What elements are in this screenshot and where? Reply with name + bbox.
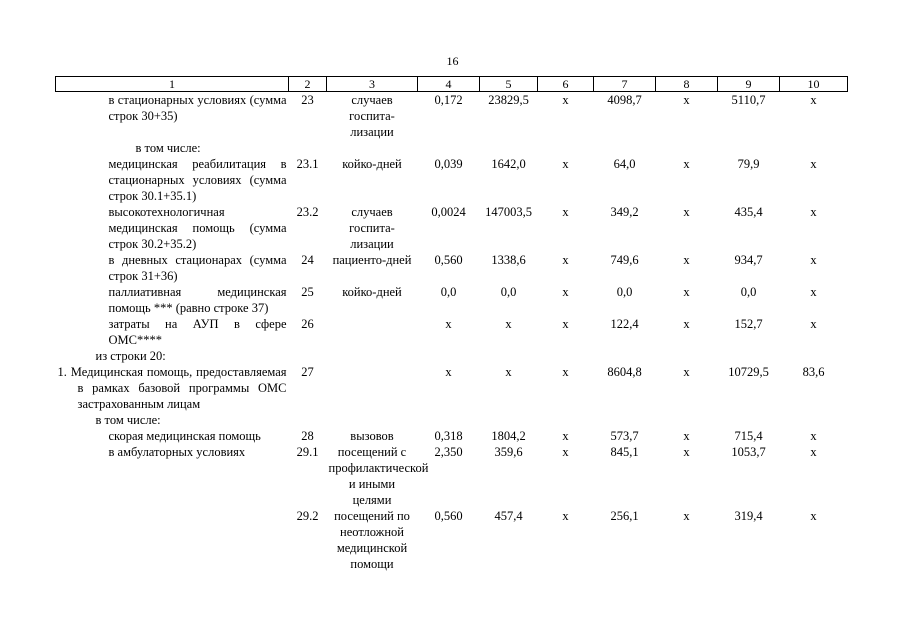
col8-value: х <box>683 317 690 331</box>
unit-of-measure: вызовов <box>350 429 394 443</box>
col10-value: х <box>810 509 817 523</box>
col8-value: х <box>683 285 690 299</box>
unit-of-measure: посещений по неотложной медицинской помощи <box>334 509 410 571</box>
col4-value: 0,172 <box>434 93 463 107</box>
col10-value <box>780 412 848 428</box>
row-description: в стационарных условиях (сумма строк 30+35) <box>108 93 287 123</box>
row-number: 29.1 <box>296 445 319 459</box>
col9-value: 10729,5 <box>728 365 769 379</box>
col10-value: х <box>810 93 817 107</box>
table-row <box>56 444 848 508</box>
col10-value: х <box>810 317 817 331</box>
col10-value: 83,6 <box>802 365 825 379</box>
col4-value: 0,0024 <box>431 205 466 219</box>
column-header: 4 <box>418 77 480 92</box>
col6-value <box>538 412 594 428</box>
col10-value: х <box>810 285 817 299</box>
row-number: 26 <box>301 317 314 331</box>
table-row <box>56 508 848 572</box>
col9-value <box>718 412 780 428</box>
col7-value: 749,6 <box>610 253 639 267</box>
column-header: 3 <box>327 77 418 92</box>
col5-value <box>480 140 538 156</box>
table-row <box>56 284 848 316</box>
row-number: 23.2 <box>296 205 319 219</box>
row-description <box>56 508 289 572</box>
col4-value: 0,560 <box>434 509 463 523</box>
row-number <box>289 412 327 428</box>
col5-value: 1338,6 <box>491 253 526 267</box>
col9-value: 5110,7 <box>731 93 766 107</box>
table-row <box>56 252 848 284</box>
col9-value: 319,4 <box>734 509 763 523</box>
table-row <box>56 348 848 364</box>
col4-value: х <box>445 365 452 379</box>
unit-of-measure <box>327 412 418 428</box>
col6-value: х <box>562 205 569 219</box>
col4-value <box>418 348 480 364</box>
col5-value <box>480 348 538 364</box>
column-header: 1 <box>56 77 289 92</box>
col8-value: х <box>683 365 690 379</box>
col10-value: х <box>810 445 817 459</box>
column-header: 5 <box>480 77 538 92</box>
col4-value <box>418 412 480 428</box>
row-number: 24 <box>301 253 314 267</box>
row-number <box>289 140 327 156</box>
col9-value: 79,9 <box>737 157 760 171</box>
col7-value <box>594 348 656 364</box>
col7-value <box>594 140 656 156</box>
table-row <box>56 316 848 348</box>
col6-value: х <box>562 317 569 331</box>
table-row <box>56 204 848 252</box>
unit-of-measure <box>327 140 418 156</box>
col7-value <box>594 412 656 428</box>
col6-value: х <box>562 509 569 523</box>
row-description: высокотехнологичная медицинская помощь (сумма строк 30.2+35.2) <box>108 205 287 251</box>
unit-of-measure <box>327 316 418 348</box>
table-row <box>56 412 848 428</box>
col5-value: 1804,2 <box>491 429 526 443</box>
col6-value: х <box>562 429 569 443</box>
col8-value: х <box>683 253 690 267</box>
col7-value: 349,2 <box>610 205 639 219</box>
row-number: 27 <box>301 365 314 379</box>
header-row <box>56 77 848 92</box>
col6-value: х <box>562 93 569 107</box>
row-description: в дневных стационарах (сумма строк 31+36) <box>108 253 287 283</box>
col7-value: 122,4 <box>610 317 639 331</box>
col6-value: х <box>562 157 569 171</box>
col4-value: 2,350 <box>434 445 463 459</box>
col6-value <box>538 140 594 156</box>
col8-value: х <box>683 509 690 523</box>
col10-value <box>780 140 848 156</box>
table-body <box>56 92 848 573</box>
unit-of-measure: койко-дней <box>342 285 402 299</box>
row-number: 29.2 <box>296 509 319 523</box>
col10-value: х <box>810 429 817 443</box>
col4-value: х <box>445 317 452 331</box>
col5-value <box>480 412 538 428</box>
col4-value: 0,560 <box>434 253 463 267</box>
page-number: 16 <box>446 54 459 68</box>
col5-value: 1642,0 <box>491 157 526 171</box>
col4-value: 0,039 <box>434 157 463 171</box>
col7-value: 8604,8 <box>607 365 642 379</box>
col9-value: 1053,7 <box>731 445 766 459</box>
col10-value: х <box>810 205 817 219</box>
data-table <box>55 76 848 572</box>
column-header: 7 <box>594 77 656 92</box>
col8-value: х <box>683 445 690 459</box>
col5-value: 23829,5 <box>488 93 529 107</box>
col10-value: х <box>810 253 817 267</box>
column-header: 6 <box>538 77 594 92</box>
col9-value: 152,7 <box>734 317 763 331</box>
col7-value: 845,1 <box>610 445 639 459</box>
row-number <box>289 348 327 364</box>
unit-of-measure: случаев госпита-лизации <box>349 93 395 139</box>
row-description: скорая медицинская помощь <box>108 429 261 443</box>
col6-value: х <box>562 285 569 299</box>
row-description: в амбулаторных условиях <box>108 445 246 459</box>
col6-value: х <box>562 445 569 459</box>
col5-value: 359,6 <box>494 445 523 459</box>
col8-value: х <box>683 205 690 219</box>
col7-value: 4098,7 <box>607 93 642 107</box>
table-row <box>56 428 848 444</box>
row-number: 23 <box>301 93 314 107</box>
col8-value: х <box>683 429 690 443</box>
col5-value: 0,0 <box>500 285 517 299</box>
unit-of-measure: койко-дней <box>342 157 402 171</box>
col10-value <box>780 348 848 364</box>
col5-value: х <box>505 317 512 331</box>
col4-value <box>418 140 480 156</box>
row-description: из строки 20: <box>95 349 166 363</box>
row-description: медицинская реабилитация в стационарных условиях (сумма строк 30.1+35.1) <box>108 157 287 203</box>
col7-value: 256,1 <box>610 509 639 523</box>
row-description: в том числе: <box>95 413 161 427</box>
row-number: 28 <box>301 429 314 443</box>
col9-value: 435,4 <box>734 205 763 219</box>
col7-value: 64,0 <box>613 157 636 171</box>
row-description: паллиативная медицинская помощь *** (равно строке 37) <box>108 285 287 315</box>
col6-value <box>538 348 594 364</box>
table-row <box>56 156 848 204</box>
table-row <box>56 92 848 141</box>
column-header: 10 <box>780 77 848 92</box>
row-description: затраты на АУП в сфере ОМС**** <box>108 317 287 347</box>
row-number: 23.1 <box>296 157 319 171</box>
table-row <box>56 140 848 156</box>
table-row <box>56 364 848 412</box>
col8-value <box>656 140 718 156</box>
col5-value: 457,4 <box>494 509 523 523</box>
unit-of-measure: посещений с профилактической и иными целями <box>328 445 429 507</box>
row-description: в том числе: <box>135 141 201 155</box>
col9-value <box>718 140 780 156</box>
unit-of-measure <box>327 348 418 364</box>
col7-value: 0,0 <box>616 285 633 299</box>
col9-value: 0,0 <box>740 285 757 299</box>
col9-value <box>718 348 780 364</box>
unit-of-measure: случаев госпита-лизации <box>349 205 395 251</box>
col8-value <box>656 412 718 428</box>
unit-of-measure: пациенто-дней <box>332 253 412 267</box>
col10-value: х <box>810 157 817 171</box>
col9-value: 934,7 <box>734 253 763 267</box>
col5-value: х <box>505 365 512 379</box>
col7-value: 573,7 <box>610 429 639 443</box>
col6-value: х <box>562 365 569 379</box>
col4-value: 0,0 <box>440 285 457 299</box>
row-number: 25 <box>301 285 314 299</box>
column-header: 8 <box>656 77 718 92</box>
col8-value <box>656 348 718 364</box>
col4-value: 0,318 <box>434 429 463 443</box>
column-header: 9 <box>718 77 780 92</box>
col5-value: 147003,5 <box>485 205 532 219</box>
col8-value: х <box>683 93 690 107</box>
col9-value: 715,4 <box>734 429 763 443</box>
col8-value: х <box>683 157 690 171</box>
col6-value: х <box>562 253 569 267</box>
column-header: 2 <box>289 77 327 92</box>
unit-of-measure <box>327 364 418 412</box>
row-description: 1. Медицинская помощь, предоставляемая в рамках базовой программы ОМС застрахованным лицам <box>57 365 287 411</box>
